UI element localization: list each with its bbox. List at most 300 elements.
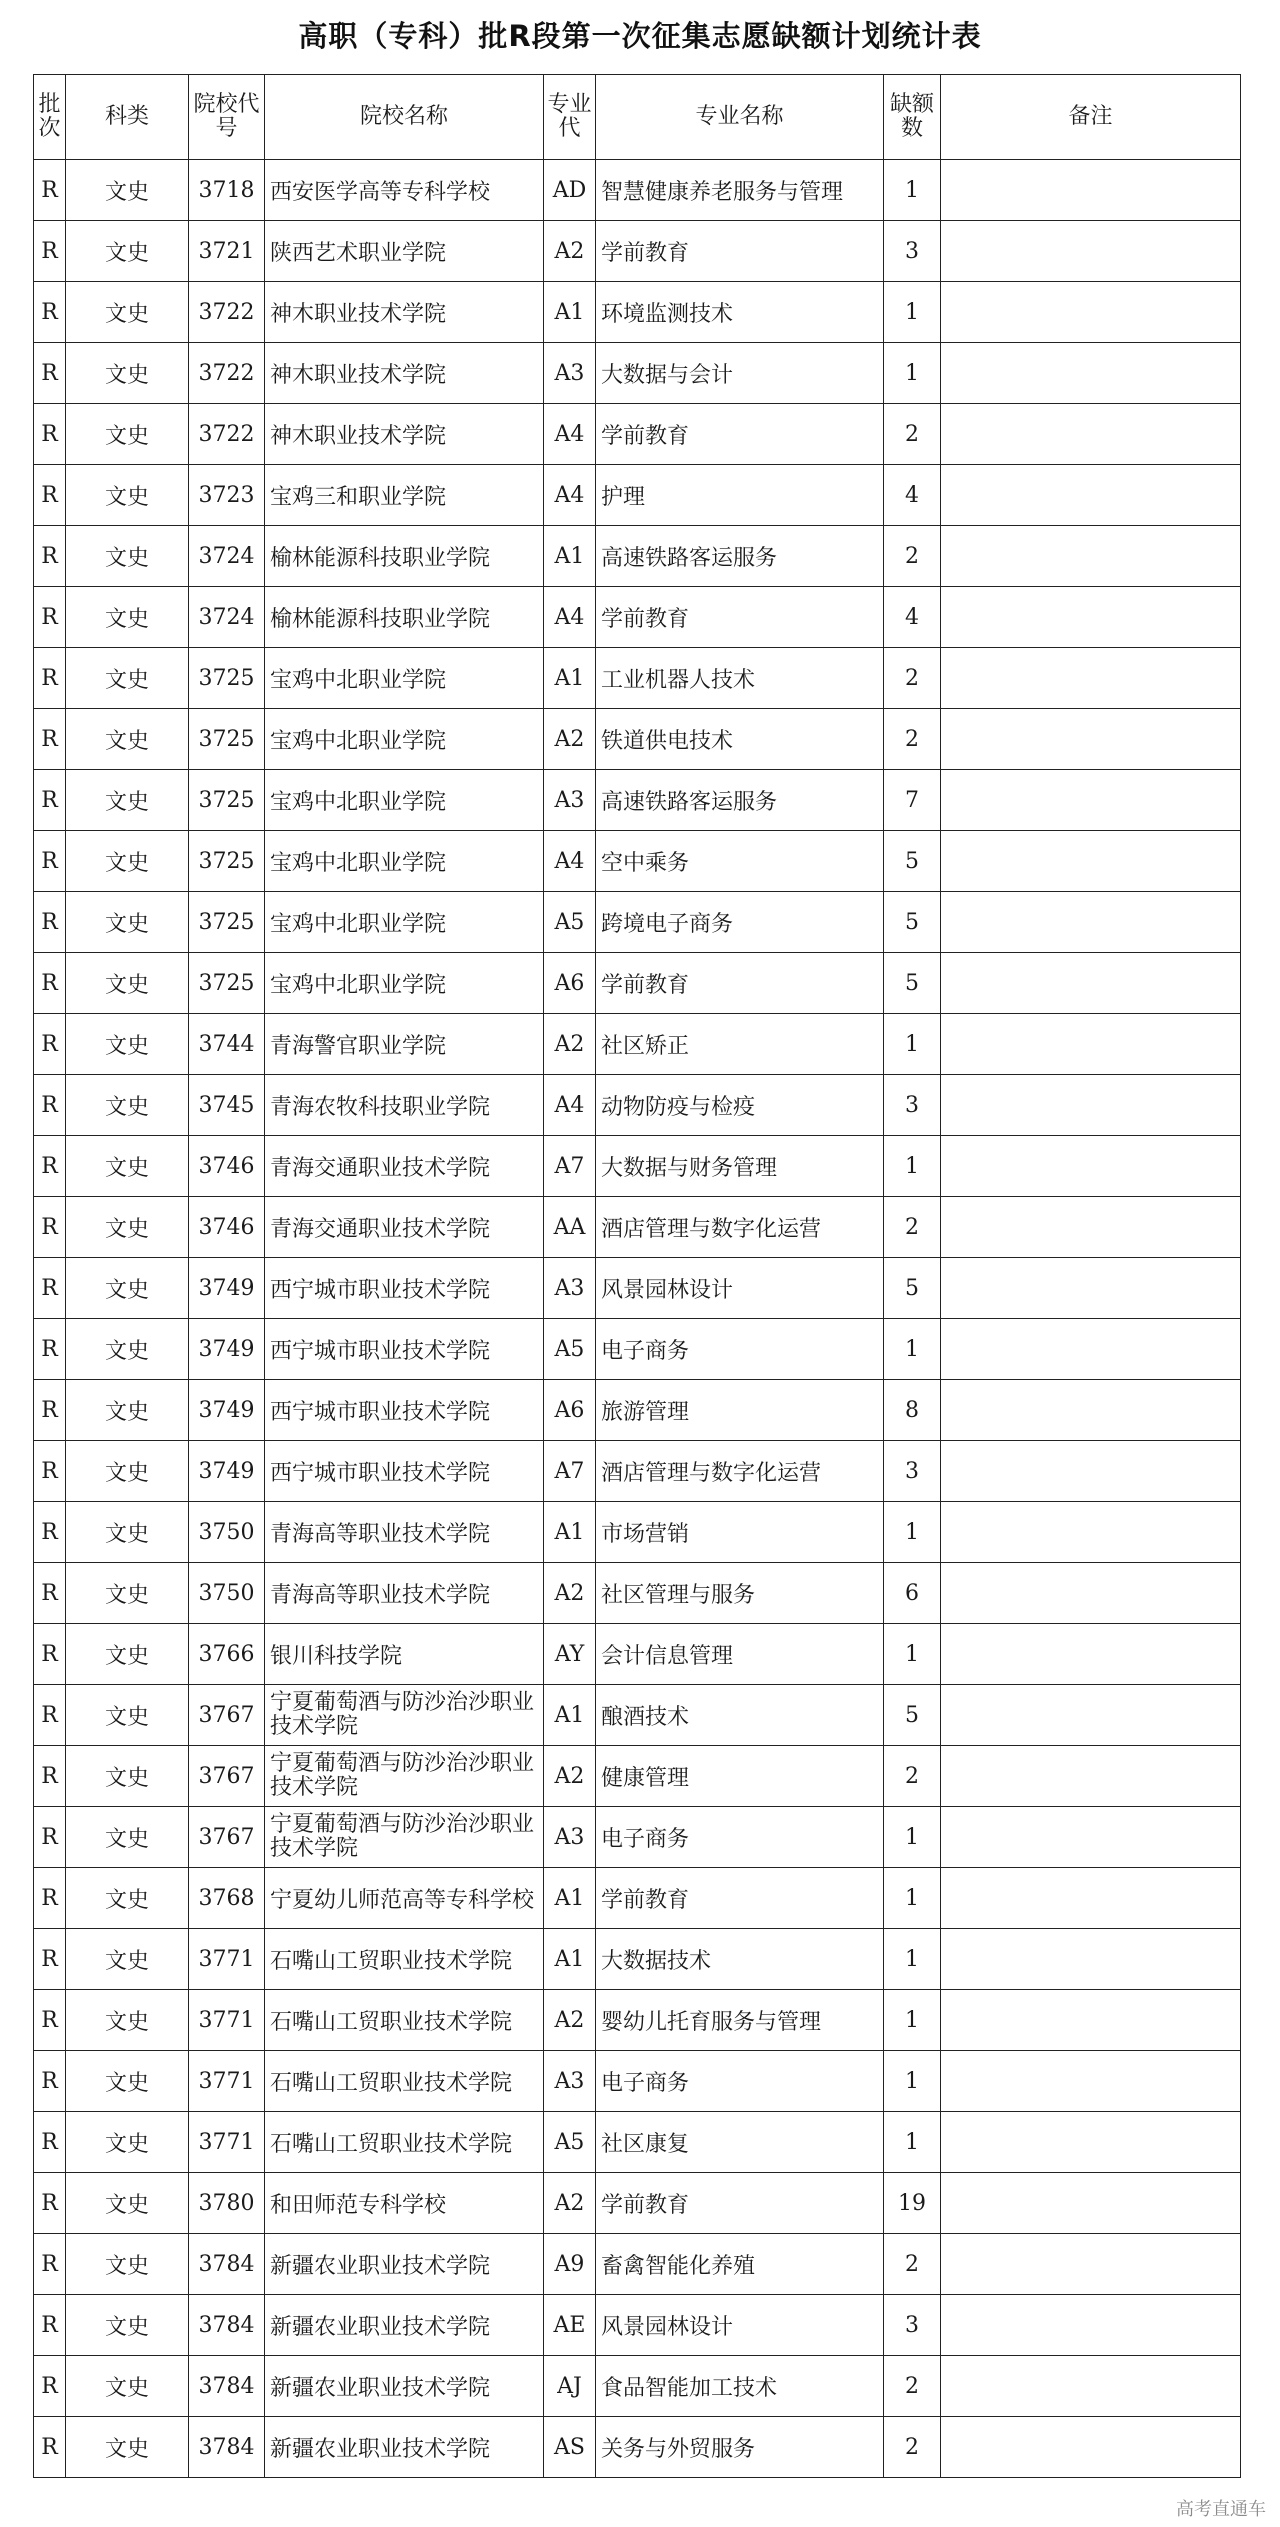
cell-category: 文史: [66, 343, 189, 404]
cell-major-name: 学前教育: [596, 587, 884, 648]
cell-vacancy: 1: [884, 2112, 941, 2173]
cell-vacancy: 3: [884, 2295, 941, 2356]
cell-major-name: 高速铁路客运服务: [596, 526, 884, 587]
table-row: [34, 404, 1241, 465]
cell-vacancy: 8: [884, 1380, 941, 1441]
table-row: [34, 2051, 1241, 2112]
cell-category: 文史: [66, 1929, 189, 1990]
cell-remark: [941, 2112, 1241, 2173]
cell-major-code: A5: [544, 2112, 596, 2173]
cell-batch: R: [34, 709, 66, 770]
cell-school-code: 3784: [189, 2234, 265, 2295]
cell-major-name: 健康管理: [596, 1746, 884, 1807]
cell-school-code: 3784: [189, 2295, 265, 2356]
cell-school-name: 青海高等职业技术学院: [265, 1502, 544, 1563]
cell-vacancy: 1: [884, 343, 941, 404]
cell-school-code: 3724: [189, 526, 265, 587]
cell-major-code: A2: [544, 709, 596, 770]
cell-major-code: A2: [544, 1563, 596, 1624]
table-row: [34, 1685, 1241, 1746]
cell-remark: [941, 465, 1241, 526]
cell-major-code: A4: [544, 465, 596, 526]
table-row: [34, 465, 1241, 526]
cell-school-name: 石嘴山工贸职业技术学院: [265, 2112, 544, 2173]
cell-major-code: A1: [544, 1868, 596, 1929]
cell-school-name: 宁夏葡萄酒与防沙治沙职业技术学院: [265, 1685, 544, 1746]
cell-school-code: 3750: [189, 1563, 265, 1624]
cell-major-name: 学前教育: [596, 404, 884, 465]
cell-school-name: 宁夏葡萄酒与防沙治沙职业技术学院: [265, 1807, 544, 1868]
cell-category: 文史: [66, 1380, 189, 1441]
cell-major-name: 学前教育: [596, 2173, 884, 2234]
table-row: [34, 1929, 1241, 1990]
cell-category: 文史: [66, 1075, 189, 1136]
cell-vacancy: 2: [884, 1746, 941, 1807]
cell-school-code: 3771: [189, 2112, 265, 2173]
cell-category: 文史: [66, 2295, 189, 2356]
cell-major-code: A1: [544, 1502, 596, 1563]
cell-vacancy: 5: [884, 831, 941, 892]
cell-school-name: 青海交通职业技术学院: [265, 1136, 544, 1197]
table-row: [34, 892, 1241, 953]
table-row: [34, 2173, 1241, 2234]
cell-school-code: 3749: [189, 1319, 265, 1380]
cell-major-name: 电子商务: [596, 1319, 884, 1380]
cell-remark: [941, 1929, 1241, 1990]
cell-remark: [941, 343, 1241, 404]
cell-major-code: AS: [544, 2417, 596, 2478]
cell-batch: R: [34, 1319, 66, 1380]
cell-category: 文史: [66, 2417, 189, 2478]
cell-major-name: 酒店管理与数字化运营: [596, 1197, 884, 1258]
table-row: [34, 1746, 1241, 1807]
cell-vacancy: 5: [884, 1685, 941, 1746]
cell-school-name: 宁夏幼儿师范高等专科学校: [265, 1868, 544, 1929]
cell-school-name: 新疆农业职业技术学院: [265, 2295, 544, 2356]
cell-vacancy: 5: [884, 953, 941, 1014]
cell-remark: [941, 1746, 1241, 1807]
cell-vacancy: 1: [884, 1502, 941, 1563]
cell-vacancy: 2: [884, 709, 941, 770]
cell-remark: [941, 1624, 1241, 1685]
page-title: 高职（专科）批R段第一次征集志愿缺额计划统计表: [298, 19, 982, 53]
cell-school-code: 3725: [189, 953, 265, 1014]
cell-vacancy: 1: [884, 1807, 941, 1868]
cell-school-code: 3745: [189, 1075, 265, 1136]
cell-school-code: 3725: [189, 709, 265, 770]
table-row: [34, 648, 1241, 709]
table-row: [34, 2234, 1241, 2295]
table-row: [34, 1441, 1241, 1502]
cell-remark: [941, 1258, 1241, 1319]
cell-major-code: AE: [544, 2295, 596, 2356]
cell-major-code: A6: [544, 1380, 596, 1441]
cell-batch: R: [34, 1929, 66, 1990]
cell-category: 文史: [66, 1624, 189, 1685]
cell-school-name: 新疆农业职业技术学院: [265, 2356, 544, 2417]
cell-category: 文史: [66, 160, 189, 221]
cell-category: 文史: [66, 1014, 189, 1075]
cell-school-name: 神木职业技术学院: [265, 404, 544, 465]
cell-major-name: 电子商务: [596, 1807, 884, 1868]
cell-school-name: 神木职业技术学院: [265, 282, 544, 343]
table-row: [34, 1563, 1241, 1624]
cell-major-code: A1: [544, 1685, 596, 1746]
table-row: [34, 343, 1241, 404]
cell-batch: R: [34, 831, 66, 892]
table-row: [34, 526, 1241, 587]
cell-batch: R: [34, 1746, 66, 1807]
cell-batch: R: [34, 465, 66, 526]
table-row: [34, 2356, 1241, 2417]
cell-school-name: 西宁城市职业技术学院: [265, 1258, 544, 1319]
cell-batch: R: [34, 343, 66, 404]
cell-vacancy: 1: [884, 1014, 941, 1075]
cell-category: 文史: [66, 953, 189, 1014]
cell-batch: R: [34, 2173, 66, 2234]
cell-major-name: 环境监测技术: [596, 282, 884, 343]
cell-major-code: A3: [544, 770, 596, 831]
header-major-name: 专业名称: [596, 75, 884, 160]
cell-school-code: 3767: [189, 1685, 265, 1746]
cell-remark: [941, 1441, 1241, 1502]
cell-remark: [941, 1197, 1241, 1258]
cell-remark: [941, 221, 1241, 282]
cell-major-name: 社区矫正: [596, 1014, 884, 1075]
cell-school-code: 3746: [189, 1136, 265, 1197]
cell-major-code: AY: [544, 1624, 596, 1685]
cell-batch: R: [34, 1868, 66, 1929]
cell-batch: R: [34, 1258, 66, 1319]
header-remark: 备注: [941, 75, 1241, 160]
cell-school-code: 3722: [189, 404, 265, 465]
cell-vacancy: 2: [884, 2417, 941, 2478]
cell-vacancy: 7: [884, 770, 941, 831]
cell-school-name: 青海高等职业技术学院: [265, 1563, 544, 1624]
cell-vacancy: 4: [884, 587, 941, 648]
cell-major-code: A7: [544, 1441, 596, 1502]
cell-remark: [941, 1075, 1241, 1136]
cell-remark: [941, 1014, 1241, 1075]
cell-vacancy: 1: [884, 2051, 941, 2112]
cell-batch: R: [34, 892, 66, 953]
cell-category: 文史: [66, 2051, 189, 2112]
table-row: [34, 1075, 1241, 1136]
cell-category: 文史: [66, 1319, 189, 1380]
cell-major-name: 风景园林设计: [596, 2295, 884, 2356]
cell-remark: [941, 1990, 1241, 2051]
cell-school-name: 宝鸡中北职业学院: [265, 648, 544, 709]
cell-vacancy: 3: [884, 1075, 941, 1136]
cell-school-name: 石嘴山工贸职业技术学院: [265, 1990, 544, 2051]
cell-school-name: 榆林能源科技职业学院: [265, 587, 544, 648]
table-row: [34, 953, 1241, 1014]
cell-remark: [941, 587, 1241, 648]
cell-category: 文史: [66, 465, 189, 526]
cell-vacancy: 2: [884, 526, 941, 587]
cell-category: 文史: [66, 770, 189, 831]
cell-category: 文史: [66, 1685, 189, 1746]
cell-batch: R: [34, 526, 66, 587]
cell-school-name: 宁夏葡萄酒与防沙治沙职业技术学院: [265, 1746, 544, 1807]
cell-major-name: 空中乘务: [596, 831, 884, 892]
cell-category: 文史: [66, 282, 189, 343]
cell-major-code: A1: [544, 648, 596, 709]
cell-batch: R: [34, 2051, 66, 2112]
cell-batch: R: [34, 2112, 66, 2173]
cell-batch: R: [34, 160, 66, 221]
cell-major-code: A2: [544, 1990, 596, 2051]
cell-major-name: 智慧健康养老服务与管理: [596, 160, 884, 221]
header-school-code: 院校代号: [189, 75, 265, 160]
cell-major-name: 畜禽智能化养殖: [596, 2234, 884, 2295]
cell-major-name: 跨境电子商务: [596, 892, 884, 953]
cell-school-code: 3767: [189, 1746, 265, 1807]
table-row: [34, 1807, 1241, 1868]
cell-major-name: 学前教育: [596, 1868, 884, 1929]
cell-vacancy: 3: [884, 1441, 941, 1502]
cell-school-name: 西安医学高等专科学校: [265, 160, 544, 221]
cell-school-name: 石嘴山工贸职业技术学院: [265, 1929, 544, 1990]
cell-major-code: A5: [544, 892, 596, 953]
cell-vacancy: 1: [884, 1929, 941, 1990]
cell-vacancy: 5: [884, 892, 941, 953]
cell-school-name: 青海交通职业技术学院: [265, 1197, 544, 1258]
cell-category: 文史: [66, 892, 189, 953]
cell-school-code: 3749: [189, 1380, 265, 1441]
cell-vacancy: 2: [884, 648, 941, 709]
cell-remark: [941, 1807, 1241, 1868]
cell-major-code: A1: [544, 1929, 596, 1990]
cell-vacancy: 19: [884, 2173, 941, 2234]
cell-remark: [941, 282, 1241, 343]
table-row: [34, 709, 1241, 770]
cell-batch: R: [34, 1990, 66, 2051]
cell-batch: R: [34, 2356, 66, 2417]
cell-major-name: 学前教育: [596, 221, 884, 282]
cell-major-code: A7: [544, 1136, 596, 1197]
cell-vacancy: 1: [884, 1868, 941, 1929]
cell-major-name: 会计信息管理: [596, 1624, 884, 1685]
cell-remark: [941, 160, 1241, 221]
cell-vacancy: 5: [884, 1258, 941, 1319]
cell-batch: R: [34, 2295, 66, 2356]
cell-school-code: 3771: [189, 2051, 265, 2112]
cell-school-code: 3746: [189, 1197, 265, 1258]
cell-batch: R: [34, 1380, 66, 1441]
cell-remark: [941, 770, 1241, 831]
cell-batch: R: [34, 1807, 66, 1868]
cell-school-name: 宝鸡中北职业学院: [265, 770, 544, 831]
cell-category: 文史: [66, 2112, 189, 2173]
cell-vacancy: 2: [884, 2234, 941, 2295]
cell-major-name: 大数据与财务管理: [596, 1136, 884, 1197]
cell-category: 文史: [66, 2356, 189, 2417]
cell-major-name: 社区康复: [596, 2112, 884, 2173]
cell-school-code: 3718: [189, 160, 265, 221]
cell-category: 文史: [66, 404, 189, 465]
cell-school-code: 3750: [189, 1502, 265, 1563]
cell-remark: [941, 648, 1241, 709]
cell-major-code: A2: [544, 221, 596, 282]
cell-batch: R: [34, 1502, 66, 1563]
header-vacancy: 缺额数: [884, 75, 941, 160]
cell-remark: [941, 2173, 1241, 2234]
cell-vacancy: 1: [884, 1990, 941, 2051]
cell-category: 文史: [66, 1807, 189, 1868]
cell-school-name: 宝鸡中北职业学院: [265, 709, 544, 770]
cell-remark: [941, 404, 1241, 465]
cell-school-name: 宝鸡中北职业学院: [265, 892, 544, 953]
cell-remark: [941, 1868, 1241, 1929]
cell-category: 文史: [66, 221, 189, 282]
table-row: [34, 770, 1241, 831]
cell-school-name: 西宁城市职业技术学院: [265, 1319, 544, 1380]
cell-school-name: 西宁城市职业技术学院: [265, 1441, 544, 1502]
cell-category: 文史: [66, 1746, 189, 1807]
cell-major-code: AJ: [544, 2356, 596, 2417]
cell-major-code: A1: [544, 526, 596, 587]
cell-category: 文史: [66, 831, 189, 892]
cell-remark: [941, 709, 1241, 770]
cell-vacancy: 3: [884, 221, 941, 282]
cell-school-code: 3767: [189, 1807, 265, 1868]
table-row: [34, 1258, 1241, 1319]
cell-major-name: 酿酒技术: [596, 1685, 884, 1746]
cell-category: 文史: [66, 526, 189, 587]
cell-remark: [941, 1136, 1241, 1197]
table-row: [34, 1502, 1241, 1563]
cell-school-code: 3766: [189, 1624, 265, 1685]
cell-school-name: 和田师范专科学校: [265, 2173, 544, 2234]
cell-batch: R: [34, 1014, 66, 1075]
table-header: [34, 75, 1241, 160]
cell-batch: R: [34, 221, 66, 282]
cell-school-code: 3721: [189, 221, 265, 282]
cell-major-name: 护理: [596, 465, 884, 526]
cell-batch: R: [34, 587, 66, 648]
table-row: [34, 221, 1241, 282]
cell-major-code: A3: [544, 1258, 596, 1319]
cell-major-code: A1: [544, 282, 596, 343]
table-row: [34, 2417, 1241, 2478]
cell-major-name: 工业机器人技术: [596, 648, 884, 709]
cell-school-code: 3771: [189, 1990, 265, 2051]
cell-major-code: A5: [544, 1319, 596, 1380]
cell-school-code: 3784: [189, 2417, 265, 2478]
cell-category: 文史: [66, 648, 189, 709]
cell-school-code: 3723: [189, 465, 265, 526]
cell-category: 文史: [66, 1136, 189, 1197]
cell-category: 文史: [66, 1441, 189, 1502]
cell-vacancy: 4: [884, 465, 941, 526]
cell-school-code: 3725: [189, 770, 265, 831]
cell-category: 文史: [66, 1197, 189, 1258]
cell-vacancy: 1: [884, 282, 941, 343]
cell-vacancy: 2: [884, 2356, 941, 2417]
table-row: [34, 1380, 1241, 1441]
cell-category: 文史: [66, 2173, 189, 2234]
cell-major-code: A6: [544, 953, 596, 1014]
cell-major-code: AD: [544, 160, 596, 221]
cell-major-name: 市场营销: [596, 1502, 884, 1563]
cell-major-name: 食品智能加工技术: [596, 2356, 884, 2417]
cell-major-name: 酒店管理与数字化运营: [596, 1441, 884, 1502]
cell-vacancy: 2: [884, 1197, 941, 1258]
cell-school-name: 新疆农业职业技术学院: [265, 2417, 544, 2478]
cell-remark: [941, 953, 1241, 1014]
table-row: [34, 282, 1241, 343]
cell-vacancy: 2: [884, 404, 941, 465]
cell-category: 文史: [66, 1502, 189, 1563]
cell-category: 文史: [66, 1258, 189, 1319]
cell-school-name: 青海农牧科技职业学院: [265, 1075, 544, 1136]
cell-major-code: A4: [544, 831, 596, 892]
cell-remark: [941, 526, 1241, 587]
header-batch: 批次: [34, 75, 66, 160]
cell-major-name: 风景园林设计: [596, 1258, 884, 1319]
header-major-code: 专业代: [544, 75, 596, 160]
cell-batch: R: [34, 1136, 66, 1197]
table-row: [34, 1624, 1241, 1685]
cell-remark: [941, 1380, 1241, 1441]
cell-vacancy: 1: [884, 1136, 941, 1197]
cell-school-code: 3722: [189, 343, 265, 404]
cell-school-name: 宝鸡三和职业学院: [265, 465, 544, 526]
cell-category: 文史: [66, 1990, 189, 2051]
cell-major-code: A9: [544, 2234, 596, 2295]
cell-school-name: 榆林能源科技职业学院: [265, 526, 544, 587]
cell-category: 文史: [66, 709, 189, 770]
cell-major-code: A4: [544, 404, 596, 465]
table-row: [34, 1990, 1241, 2051]
cell-school-code: 3784: [189, 2356, 265, 2417]
cell-major-name: 大数据技术: [596, 1929, 884, 1990]
cell-major-code: A2: [544, 1746, 596, 1807]
table-row: [34, 831, 1241, 892]
table-row: [34, 1197, 1241, 1258]
cell-batch: R: [34, 2234, 66, 2295]
cell-school-name: 神木职业技术学院: [265, 343, 544, 404]
cell-school-code: 3744: [189, 1014, 265, 1075]
cell-batch: R: [34, 1197, 66, 1258]
cell-vacancy: 6: [884, 1563, 941, 1624]
cell-major-name: 社区管理与服务: [596, 1563, 884, 1624]
table-row: [34, 2295, 1241, 2356]
cell-major-code: A4: [544, 1075, 596, 1136]
cell-batch: R: [34, 770, 66, 831]
cell-school-name: 宝鸡中北职业学院: [265, 831, 544, 892]
cell-school-name: 银川科技学院: [265, 1624, 544, 1685]
watermark: 高考直通车: [1176, 2499, 1266, 2520]
cell-school-code: 3771: [189, 1929, 265, 1990]
cell-school-name: 陕西艺术职业学院: [265, 221, 544, 282]
cell-school-code: 3749: [189, 1441, 265, 1502]
cell-school-code: 3725: [189, 831, 265, 892]
cell-major-code: A4: [544, 587, 596, 648]
cell-school-name: 宝鸡中北职业学院: [265, 953, 544, 1014]
cell-remark: [941, 1502, 1241, 1563]
cell-remark: [941, 2417, 1241, 2478]
cell-remark: [941, 1319, 1241, 1380]
cell-category: 文史: [66, 587, 189, 648]
cell-major-code: A3: [544, 1807, 596, 1868]
cell-vacancy: 1: [884, 1319, 941, 1380]
cell-major-code: A3: [544, 2051, 596, 2112]
cell-remark: [941, 2295, 1241, 2356]
cell-vacancy: 1: [884, 160, 941, 221]
header-category: 科类: [66, 75, 189, 160]
